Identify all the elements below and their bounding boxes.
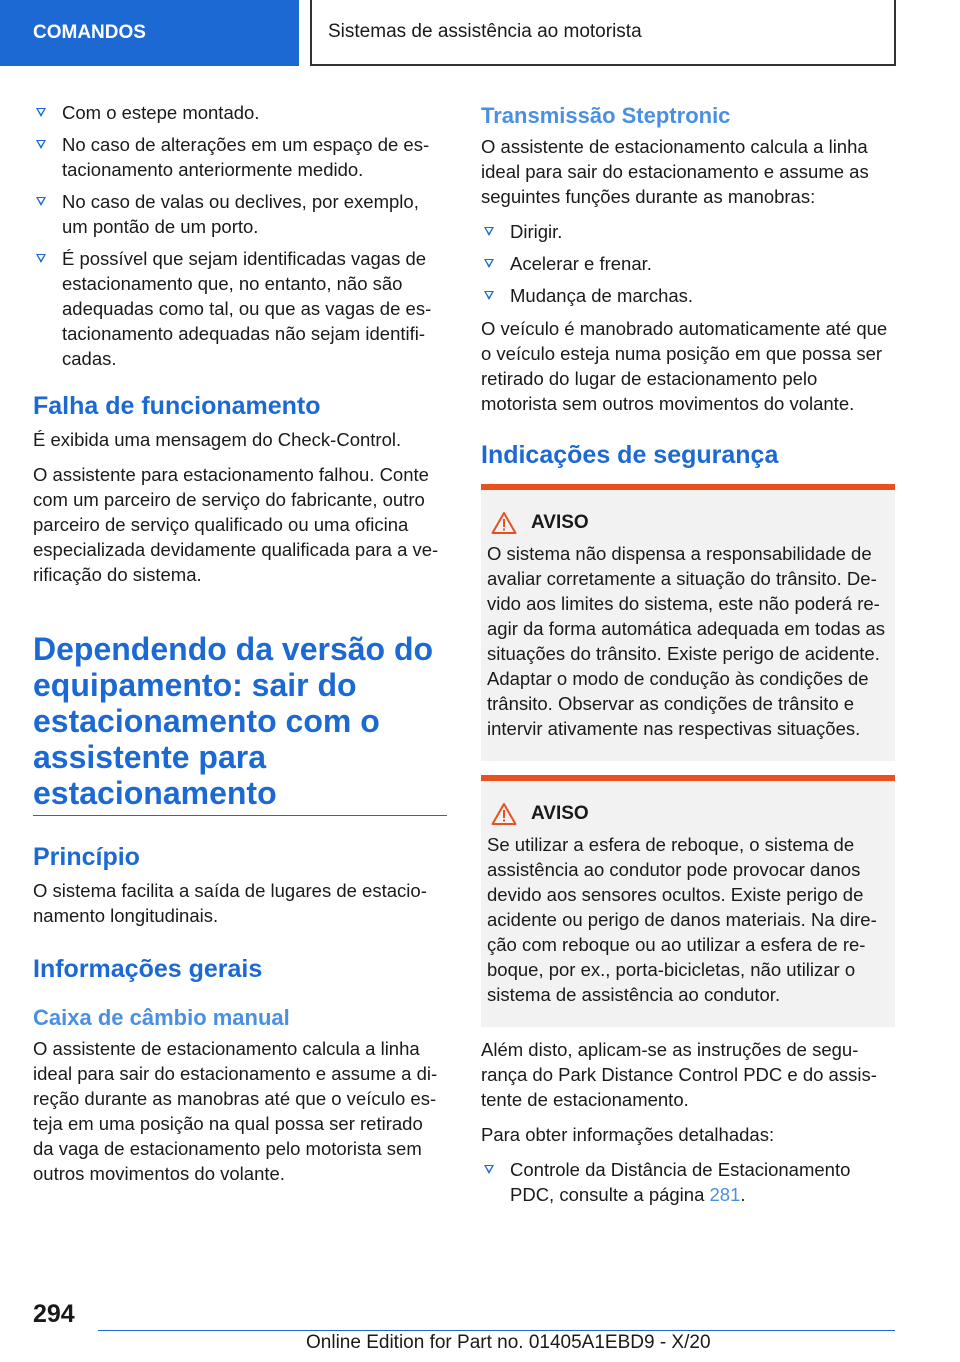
triangle-bullet-icon — [36, 254, 46, 263]
list-item: Com o estepe montado. — [33, 100, 447, 125]
footer-edition: Online Edition for Part no. 01405A1EBD9 - X/20 — [306, 1332, 711, 1353]
triangle-bullet-icon — [484, 291, 494, 300]
list-item: Dirigir. — [481, 219, 895, 244]
warning-box-2 — [481, 775, 895, 1027]
left-column — [33, 100, 447, 1196]
manual-gearbox-paragraph: O assistente de estacionamento calcula a linha ideal para sair do estacionamento e assume a direção durante as manobras até que o veículo esteja em uma posição na qual possa ser retirado da vaga de estacionamento pelo motorista sem outros movimentos do volante. — [33, 1038, 438, 1184]
triangle-bullet-icon — [36, 197, 46, 206]
list-item: Controle da Distância de Estacionamento PDC, consulte a página 281. — [481, 1157, 895, 1207]
warning-text: O sistema não dispensa a responsabilidade de avaliar corretamente a situação do trânsito. Devido aos limites do sistema, este não poderá reagir da forma automática adequada em todas as situações do trânsito. Existe perigo de acidente. Adaptar o modo de condução às condições de trânsito. Observar as condições de trânsito e intervir ativamente nas respectivas situações. — [487, 543, 885, 739]
obter-paragraph: Para obter informações detalhadas: — [481, 1124, 775, 1145]
warning-text: Se utilizar a esfera de reboque, o sistema de assistência ao condutor pode provocar danos devido aos sensores ocultos. Existe perigo de acidente ou perigo de danos materiais. Na direção com reboque ou ao utilizar a esfera de reboque, por ex., porta-bicicletas, não utilizar o sistema de assistência ao condutor. — [487, 834, 877, 1005]
page-reference-link[interactable]: 281 — [709, 1184, 741, 1205]
footer-divider — [98, 1330, 895, 1331]
list-item: No caso de valas ou declives, por exemplo, um pontão de um porto. — [33, 189, 447, 239]
list-item: No caso de alterações em um espaço de estacionamento anteriormente medido. — [33, 132, 447, 182]
main-section-heading: Dependendo da versão do equipamento: sair do estacionamento com o assistente para estacionamento — [33, 631, 447, 816]
steptronic-paragraph-2: O veículo é manobrado automaticamente até que o veículo esteja numa posição em que possa ser retirado do lugar de estacionamento pelo motorista sem outros movimentos do volante. — [481, 318, 888, 414]
triangle-bullet-icon — [484, 259, 494, 268]
alem-paragraph: Além disto, aplicam-se as instruções de segurança do Park Distance Control PDC e do assistente de estacionamento. — [481, 1039, 877, 1110]
triangle-bullet-icon — [484, 227, 494, 236]
manual-gearbox-heading: Caixa de câmbio manual — [33, 1005, 290, 1030]
list-item: Mudança de marchas. — [481, 283, 895, 308]
warning-box-1 — [481, 484, 895, 761]
triangle-bullet-icon — [484, 1165, 494, 1174]
warning-label: AVISO — [531, 803, 589, 824]
page-header — [0, 0, 960, 66]
list-item: Acelerar e frenar. — [481, 251, 895, 276]
chapter-title: Sistemas de assistência ao motorista — [310, 0, 896, 66]
steptronic-heading: Transmissão Steptronic — [481, 103, 731, 128]
triangle-bullet-icon — [36, 140, 46, 149]
triangle-bullet-icon — [36, 108, 46, 117]
falha-paragraph-1: É exibida uma mensagem do Check-Control. — [33, 429, 402, 450]
warning-header — [487, 510, 887, 535]
principio-paragraph: O sistema facilita a saída de lugares de estacionamento longitudinais. — [33, 880, 427, 926]
steptronic-paragraph: O assistente de estacionamento calcula a linha ideal para sair do estacionamento e assume as seguintes funções durante as manobras: — [481, 136, 869, 207]
warning-label: AVISO — [531, 512, 589, 533]
warning-triangle-icon — [491, 511, 517, 535]
page-number: 294 — [33, 1300, 75, 1328]
falha-paragraph-2: O assistente para estacionamento falhou. Conte com um parceiro de serviço do fabricante, outro parceiro de serviço qualificado ou uma oficina especializada devidamente qualificada para a verificação do sistema. — [33, 464, 439, 585]
bullet-list-top — [33, 100, 447, 371]
info-gerais-heading: Informações gerais — [33, 955, 263, 983]
principio-heading: Princípio — [33, 843, 140, 871]
steptronic-bullet-list — [481, 219, 895, 308]
falha-heading: Falha de funcionamento — [33, 392, 321, 420]
warning-header — [487, 801, 887, 826]
section-tab: COMANDOS — [0, 0, 299, 66]
right-column — [481, 100, 895, 1215]
reference-list — [481, 1157, 895, 1207]
list-item: É possível que sejam identificadas vagas de estacionamento que, no entanto, não são adequadas como tal, ou que as vagas de estacionamento adequadas não sejam identificadas. — [33, 246, 447, 371]
seguranca-heading: Indicações de segurança — [481, 441, 779, 469]
warning-triangle-icon — [491, 802, 517, 826]
